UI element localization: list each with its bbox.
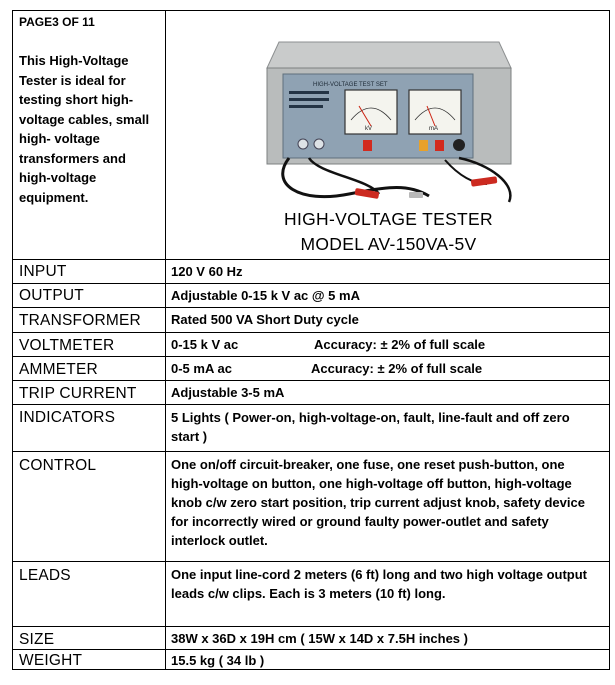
- spec-value: Adjustable 3-5 mA: [171, 385, 285, 400]
- indicator-lamp-red-2: [435, 140, 444, 151]
- spec-label: LEADS: [19, 567, 71, 584]
- svg-text:mA: mA: [429, 126, 438, 132]
- spec-row-weight: [13, 649, 609, 670]
- spec-sheet: [12, 10, 610, 670]
- spec-label: OUTPUT: [19, 287, 84, 304]
- spec-row-leads: [13, 561, 609, 627]
- accuracy-value: Accuracy: ± 2% of full scale: [311, 361, 483, 376]
- spec-value-wrap: [171, 359, 599, 378]
- indicator-lamp-orange: [419, 140, 428, 151]
- spec-label: SIZE: [19, 631, 55, 648]
- spec-row-trip-current: [13, 380, 609, 405]
- spec-label: WEIGHT: [19, 652, 83, 669]
- spec-value: Adjustable 0-15 k V ac @ 5 mA: [171, 288, 360, 303]
- product-description: This High-Voltage Tester is ideal for testing short high-voltage cables, small high- voltage transformers and high-voltage equipment.: [19, 53, 150, 205]
- spec-row-indicators: [13, 404, 609, 452]
- spec-value: One input line-cord 2 meters (6 ft) long and two high voltage output leads c/w clips. Each is 3 meters (10 ft) long.: [171, 567, 587, 601]
- spec-value: 0-15 k V ac: [171, 337, 239, 352]
- spec-row-voltmeter: [13, 332, 609, 357]
- spec-label: INPUT: [19, 263, 67, 280]
- spec-row-size: [13, 626, 609, 650]
- spec-label: AMMETER: [19, 361, 98, 378]
- product-photo: [259, 34, 519, 206]
- spec-row-output: [13, 283, 609, 308]
- spec-value-wrap: [171, 335, 599, 354]
- spec-label: TRANSFORMER: [19, 312, 141, 329]
- product-title: HIGH-VOLTAGE TESTER: [284, 209, 493, 229]
- spec-row-ammeter: [13, 356, 609, 381]
- model-number: MODEL AV-150VA-5V: [300, 234, 477, 254]
- panel-label: HIGH-VOLTAGE TEST SET: [313, 82, 388, 88]
- spec-value: 15.5 kg ( 34 lb ): [171, 653, 265, 668]
- spec-value: One on/off circuit-breaker, one fuse, one reset push-button, one high-voltage on button, one high-voltage off button, high-voltage knob c/w zero start position, trip current adjust knob, safety device for incorrectly wired or ground faulty power-outlet and safety interlock outlet.: [171, 457, 585, 548]
- spec-label: CONTROL: [19, 457, 97, 474]
- voltage-knob: [453, 139, 465, 151]
- spec-label: VOLTMETER: [19, 337, 115, 354]
- accuracy-value: Accuracy: ± 2% of full scale: [314, 337, 486, 352]
- spec-row-input: [13, 259, 609, 284]
- spec-value: Rated 500 VA Short Duty cycle: [171, 312, 359, 327]
- spec-value: 0-5 mA ac: [171, 361, 232, 376]
- spec-label: TRIP CURRENT: [19, 385, 137, 402]
- spec-value: 5 Lights ( Power-on, high-voltage-on, fault, line-fault and off zero start ): [171, 410, 570, 444]
- indicator-lamp-red: [363, 140, 372, 151]
- spec-row-control: [13, 451, 609, 562]
- svg-text:kV: kV: [365, 126, 373, 132]
- spec-row-transformer: [13, 307, 609, 333]
- page-number: PAGE3 OF 11: [19, 15, 95, 29]
- spec-value: 38W x 36D x 19H cm ( 15W x 14D x 7.5H inches ): [171, 631, 468, 646]
- spec-value: 120 V 60 Hz: [171, 264, 243, 279]
- spec-label: INDICATORS: [19, 409, 116, 426]
